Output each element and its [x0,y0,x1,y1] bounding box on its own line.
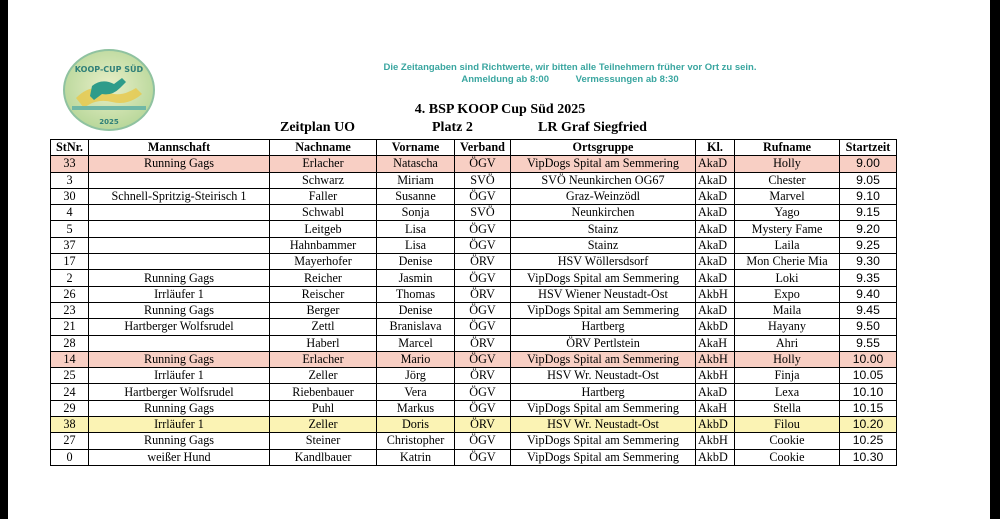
table-row [51,368,897,384]
cell-rufname: Lexa [735,384,840,400]
cell-mannschaft: Running Gags [89,351,270,367]
cell-nachname: Faller [270,188,377,204]
table-row [51,302,897,318]
logo-text: KOOP-CUP SÜD [74,65,144,74]
cell-nachname: Puhl [270,400,377,416]
cell-startzeit: 10.25 [840,433,897,449]
cell-stnr: 21 [51,319,89,335]
cell-stnr: 33 [51,156,89,172]
cell-klasse: AkbD [696,319,735,335]
table-row [51,400,897,416]
cell-verband: ÖRV [455,335,511,351]
cell-verband: ÖGV [455,449,511,465]
cell-vorname: Sonja [377,205,455,221]
cell-stnr: 29 [51,400,89,416]
header-verband: Verband [455,140,511,156]
cell-ortsgruppe: HSV Wr. Neustadt-Ost [511,368,696,384]
cell-startzeit: 9.35 [840,270,897,286]
cell-ortsgruppe: VipDogs Spital am Semmering [511,449,696,465]
cell-stnr: 3 [51,172,89,188]
cell-mannschaft: weißer Hund [89,449,270,465]
table-row [51,237,897,253]
cell-verband: ÖRV [455,368,511,384]
cell-ortsgruppe: Neunkirchen [511,205,696,221]
cell-stnr: 37 [51,237,89,253]
cell-startzeit: 9.15 [840,205,897,221]
cell-verband: ÖGV [455,400,511,416]
header-nachname: Nachname [270,140,377,156]
cell-mannschaft [89,172,270,188]
header-klasse: Kl. [696,140,735,156]
cell-klasse: AkaD [696,254,735,270]
cell-verband: SVÖ [455,172,511,188]
cell-startzeit: 10.15 [840,400,897,416]
cell-stnr: 4 [51,205,89,221]
cell-verband: ÖGV [455,156,511,172]
cell-stnr: 14 [51,351,89,367]
table-row [51,449,897,465]
cell-nachname: Hahnbammer [270,237,377,253]
cell-verband: SVÖ [455,205,511,221]
cell-vorname: Markus [377,400,455,416]
cell-klasse: AkaD [696,302,735,318]
cell-mannschaft: Running Gags [89,156,270,172]
cell-klasse: AkaD [696,205,735,221]
cell-verband: ÖGV [455,433,511,449]
notice-line: Die Zeitangaben sind Richtwerte, wir bitten alle Teilnehmern früher vor Ort zu sein. [383,62,757,73]
header-startzeit: Startzeit [840,140,897,156]
cell-ortsgruppe: Hartberg [511,319,696,335]
cell-ortsgruppe: VipDogs Spital am Semmering [511,351,696,367]
cell-rufname: Mystery Fame [735,221,840,237]
cell-nachname: Zettl [270,319,377,335]
cell-klasse: AkbD [696,417,735,433]
cell-klasse: AkaD [696,237,735,253]
cell-klasse: AkaD [696,172,735,188]
cell-vorname: Lisa [377,237,455,253]
cell-klasse: AkbH [696,286,735,302]
header-rufname: Rufname [735,140,840,156]
cell-vorname: Vera [377,384,455,400]
table-row [51,417,897,433]
cell-mannschaft: Irrläufer 1 [89,368,270,384]
cell-ortsgruppe: ÖRV Pertlstein [511,335,696,351]
cell-nachname: Leitgeb [270,221,377,237]
cell-nachname: Steiner [270,433,377,449]
cell-vorname: Denise [377,302,455,318]
cell-stnr: 30 [51,188,89,204]
cell-verband: ÖGV [455,270,511,286]
cell-ortsgruppe: VipDogs Spital am Semmering [511,156,696,172]
cell-rufname: Hayany [735,319,840,335]
table-row [51,221,897,237]
cell-startzeit: 9.55 [840,335,897,351]
cell-nachname: Berger [270,302,377,318]
left-frame-border [0,0,8,519]
cell-rufname: Mon Cherie Mia [735,254,840,270]
cell-verband: ÖGV [455,302,511,318]
cell-ortsgruppe: Stainz [511,221,696,237]
cell-klasse: AkbH [696,368,735,384]
cell-klasse: AkaD [696,156,735,172]
cell-startzeit: 10.00 [840,351,897,367]
cell-rufname: Marvel [735,188,840,204]
table-header-row [51,140,897,156]
cell-rufname: Cookie [735,449,840,465]
cell-nachname: Schwabl [270,205,377,221]
field-label: Platz 2 [432,120,473,135]
cell-rufname: Holly [735,351,840,367]
cell-stnr: 28 [51,335,89,351]
cell-klasse: AkbD [696,449,735,465]
cell-klasse: AkbH [696,433,735,449]
notice-box [330,62,810,86]
cell-mannschaft [89,205,270,221]
cell-klasse: AkaH [696,400,735,416]
cell-rufname: Laila [735,237,840,253]
cell-stnr: 24 [51,384,89,400]
cell-ortsgruppe: Hartberg [511,384,696,400]
anmeldung-time: Anmeldung ab 8:00 [461,74,549,85]
cell-ortsgruppe: Stainz [511,237,696,253]
table-row [51,335,897,351]
cell-vorname: Jörg [377,368,455,384]
cell-nachname: Erlacher [270,156,377,172]
cell-mannschaft: Hartberger Wolfsrudel [89,384,270,400]
cell-ortsgruppe: VipDogs Spital am Semmering [511,270,696,286]
cell-vorname: Natascha [377,156,455,172]
cell-vorname: Miriam [377,172,455,188]
cell-nachname: Zeller [270,417,377,433]
cell-vorname: Marcel [377,335,455,351]
cell-ortsgruppe: Graz-Weinzödl [511,188,696,204]
cell-vorname: Lisa [377,221,455,237]
cell-ortsgruppe: VipDogs Spital am Semmering [511,400,696,416]
cell-nachname: Haberl [270,335,377,351]
cell-startzeit: 9.25 [840,237,897,253]
cell-mannschaft: Running Gags [89,400,270,416]
cell-verband: ÖGV [455,384,511,400]
cell-mannschaft: Irrläufer 1 [89,417,270,433]
cell-stnr: 17 [51,254,89,270]
right-frame-border [990,0,1000,519]
cell-startzeit: 9.50 [840,319,897,335]
cell-stnr: 27 [51,433,89,449]
cell-klasse: AkaH [696,335,735,351]
header-vorname: Vorname [377,140,455,156]
cell-stnr: 26 [51,286,89,302]
judge-label: LR Graf Siegfried [538,120,647,135]
cell-nachname: Reicher [270,270,377,286]
cell-mannschaft: Irrläufer 1 [89,286,270,302]
cell-mannschaft: Running Gags [89,270,270,286]
cell-rufname: Stella [735,400,840,416]
cell-stnr: 25 [51,368,89,384]
cell-rufname: Ahri [735,335,840,351]
cell-stnr: 5 [51,221,89,237]
cell-verband: ÖRV [455,417,511,433]
header-mannschaft: Mannschaft [89,140,270,156]
cell-mannschaft [89,254,270,270]
cell-ortsgruppe: HSV Wr. Neustadt-Ost [511,417,696,433]
cell-verband: ÖGV [455,221,511,237]
cell-vorname: Katrin [377,449,455,465]
cell-startzeit: 9.00 [840,156,897,172]
cell-verband: ÖGV [455,237,511,253]
start-schedule-table [50,139,897,466]
cell-verband: ÖGV [455,351,511,367]
cell-ortsgruppe: HSV Wiener Neustadt-Ost [511,286,696,302]
cell-nachname: Zeller [270,368,377,384]
table-row [51,172,897,188]
cell-stnr: 23 [51,302,89,318]
cell-stnr: 0 [51,449,89,465]
cell-vorname: Christopher [377,433,455,449]
cell-nachname: Riebenbauer [270,384,377,400]
cell-startzeit: 10.10 [840,384,897,400]
cell-stnr: 38 [51,417,89,433]
header-ortsgruppe: Ortsgruppe [511,140,696,156]
table-row [51,319,897,335]
cell-vorname: Mario [377,351,455,367]
cell-ortsgruppe: VipDogs Spital am Semmering [511,302,696,318]
cell-nachname: Reischer [270,286,377,302]
table-row [51,205,897,221]
cell-startzeit: 10.20 [840,417,897,433]
cell-startzeit: 9.40 [840,286,897,302]
cell-klasse: AkaD [696,384,735,400]
table-row [51,351,897,367]
table-row [51,270,897,286]
cell-klasse: AkbH [696,351,735,367]
cell-vorname: Thomas [377,286,455,302]
cell-ortsgruppe: SVÖ Neunkirchen OG67 [511,172,696,188]
cell-verband: ÖRV [455,286,511,302]
table-row [51,286,897,302]
cell-nachname: Erlacher [270,351,377,367]
cell-nachname: Kandlbauer [270,449,377,465]
cell-verband: ÖGV [455,319,511,335]
cell-vorname: Denise [377,254,455,270]
table-row [51,384,897,400]
cell-ortsgruppe: VipDogs Spital am Semmering [511,433,696,449]
cell-verband: ÖGV [455,188,511,204]
vermessungen-time: Vermessungen ab 8:30 [575,74,679,85]
table-row [51,433,897,449]
cell-startzeit: 9.05 [840,172,897,188]
header-stnr: StNr. [51,140,89,156]
cell-startzeit: 9.20 [840,221,897,237]
cell-rufname: Cookie [735,433,840,449]
cell-klasse: AkaD [696,221,735,237]
table-row [51,156,897,172]
table-row [51,188,897,204]
cell-vorname: Jasmin [377,270,455,286]
cell-rufname: Filou [735,417,840,433]
cell-startzeit: 9.45 [840,302,897,318]
schedule-label: Zeitplan UO [280,120,356,135]
page-title: 4. BSP KOOP Cup Süd 2025 [414,102,586,117]
cell-ortsgruppe: HSV Wöllersdsorf [511,254,696,270]
cell-rufname: Holly [735,156,840,172]
logo-year: 2025 [99,118,119,126]
cell-vorname: Susanne [377,188,455,204]
cell-nachname: Schwarz [270,172,377,188]
koop-cup-logo [62,48,156,132]
cell-mannschaft: Hartberger Wolfsrudel [89,319,270,335]
cell-klasse: AkaD [696,188,735,204]
cell-mannschaft: Schnell-Spritzig-Steirisch 1 [89,188,270,204]
cell-mannschaft: Running Gags [89,302,270,318]
cell-verband: ÖRV [455,254,511,270]
cell-startzeit: 10.30 [840,449,897,465]
cell-rufname: Finja [735,368,840,384]
cell-startzeit: 9.30 [840,254,897,270]
cell-rufname: Expo [735,286,840,302]
cell-mannschaft: Running Gags [89,433,270,449]
cell-stnr: 2 [51,270,89,286]
cell-vorname: Branislava [377,319,455,335]
table-body [51,156,897,466]
cell-vorname: Doris [377,417,455,433]
cell-rufname: Loki [735,270,840,286]
cell-nachname: Mayerhofer [270,254,377,270]
cell-startzeit: 9.10 [840,188,897,204]
cell-klasse: AkaD [696,270,735,286]
cell-rufname: Maila [735,302,840,318]
cell-startzeit: 10.05 [840,368,897,384]
cell-mannschaft [89,221,270,237]
cell-rufname: Chester [735,172,840,188]
cell-mannschaft [89,335,270,351]
table-row [51,254,897,270]
cell-rufname: Yago [735,205,840,221]
cell-mannschaft [89,237,270,253]
